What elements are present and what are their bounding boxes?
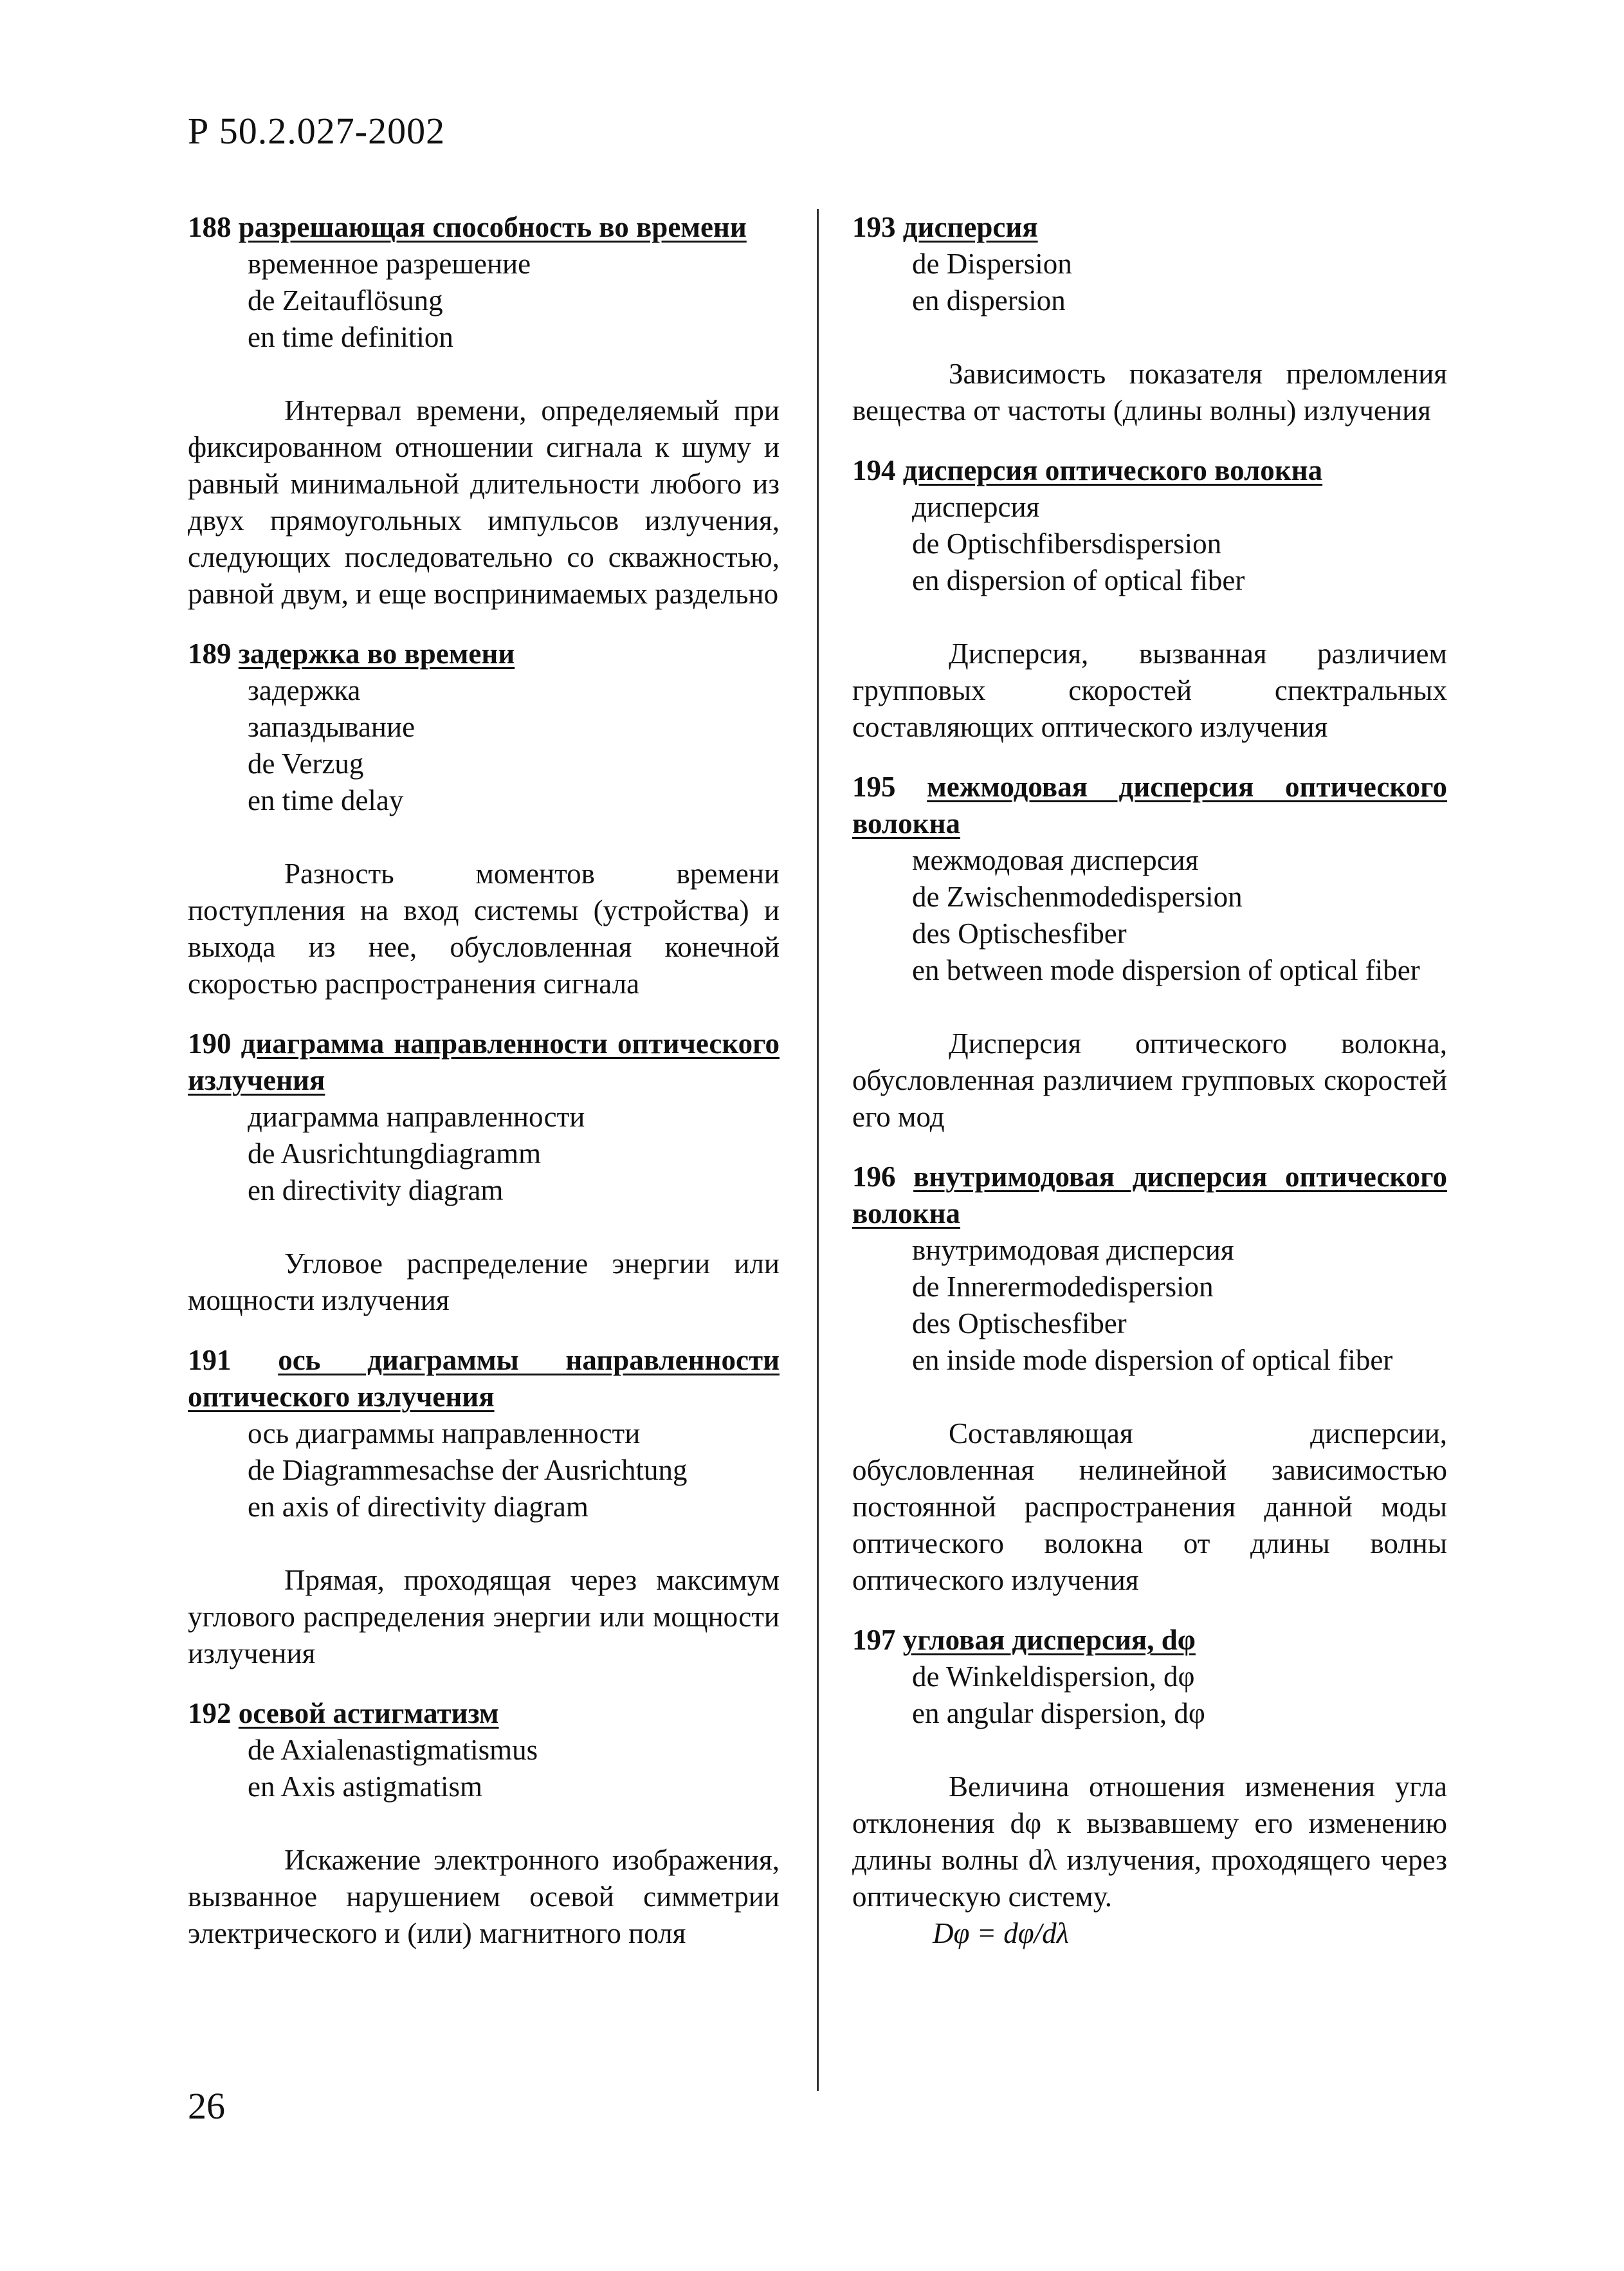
term-entry-197 <box>852 1622 1447 1952</box>
synonym: временное разрешение <box>248 248 531 280</box>
term-number: 196 <box>852 1161 896 1193</box>
term-number: 192 <box>188 1697 232 1729</box>
term-entry-193 <box>852 209 1447 429</box>
term-number: 194 <box>852 454 896 486</box>
page-number: 26 <box>188 2085 225 2127</box>
term-synonyms <box>248 1415 780 1525</box>
synonym-en: en axis of directivity diagram <box>248 1491 588 1523</box>
term-definition: Угловое распределение энергии или мощности излучения <box>188 1247 780 1316</box>
synonym-de: de Zwischenmodedispersion <box>912 881 1243 913</box>
synonym-en: en time delay <box>248 784 404 816</box>
term-title: угловая дисперсия, dφ <box>902 1624 1196 1656</box>
synonym-de: de Innerermodedispersion <box>912 1271 1214 1303</box>
term-title: диаграмма направленности оптического излучения <box>188 1027 780 1096</box>
left-column <box>188 209 780 1975</box>
term-heading <box>852 1622 1447 1659</box>
synonym-en: en dispersion of optical fiber <box>912 564 1245 596</box>
term-synonyms <box>912 489 1447 599</box>
right-column <box>852 209 1447 1975</box>
term-entry-192 <box>188 1695 780 1952</box>
term-title: осевой астигматизм <box>238 1697 499 1729</box>
term-title: дисперсия оптического волокна <box>902 454 1323 486</box>
synonym-de: de Verzug <box>248 748 364 780</box>
term-definition: Зависимость показателя преломления вещества от частоты (длины волны) излучения <box>852 358 1447 427</box>
term-heading <box>852 452 1447 489</box>
synonym: ось диаграммы направленности <box>248 1417 641 1449</box>
term-title: внутримодовая дисперсия оптического волокна <box>852 1161 1447 1229</box>
term-synonyms <box>912 842 1447 989</box>
synonym: запаздывание <box>248 711 415 743</box>
term-synonyms <box>912 1659 1447 1732</box>
synonym-en: en angular dispersion, dφ <box>912 1697 1205 1729</box>
synonym-en: en between mode dispersion of optical fiber <box>912 954 1420 986</box>
synonym-en: en inside mode dispersion of optical fiber <box>912 1344 1393 1376</box>
column-divider <box>817 209 819 2091</box>
term-title: разрешающая способность во времени <box>238 211 747 243</box>
term-entry-189 <box>188 636 780 1002</box>
synonym-en: en time definition <box>248 321 453 353</box>
synonym-en: en dispersion <box>912 284 1066 317</box>
term-number: 189 <box>188 638 232 670</box>
synonym-des: des Optischesfiber <box>912 917 1127 950</box>
synonym-de: de Axialenastigmatismus <box>248 1734 538 1766</box>
term-definition: Разность моментов времени поступления на вход системы (устройства) и выхода из нее, обусловленная конечной скоростью распространения сигнала <box>188 858 780 1000</box>
synonym: диаграмма направленности <box>248 1101 585 1133</box>
synonym-de: de Optischfibersdispersion <box>912 528 1222 560</box>
term-number: 197 <box>852 1624 896 1656</box>
term-heading <box>852 1159 1447 1232</box>
term-synonyms <box>248 672 780 819</box>
synonym: задержка <box>248 674 361 706</box>
synonym-de: de Winkeldispersion, dφ <box>912 1660 1195 1693</box>
term-definition: Искажение электронного изображения, вызванное нарушением осевой симметрии электрического и (или) магнитного поля <box>188 1844 780 1949</box>
term-title: дисперсия <box>902 211 1038 243</box>
term-number: 188 <box>188 211 232 243</box>
term-definition: Интервал времени, определяемый при фиксированном отношении сигнала к шуму и равный минимальной длительности любого из двух прямоугольных импульсов излучения, следующих последовательно со скважностью, равной двум, и еще воспринимаемых раздельно <box>188 394 780 610</box>
synonym: внутримодовая дисперсия <box>912 1234 1234 1266</box>
synonym-en: en Axis astigmatism <box>248 1770 482 1803</box>
term-entry-188 <box>188 209 780 612</box>
term-definition: Величина отношения изменения угла отклонения dφ к вызвавшему его изменению длины волны dλ излучения, проходящего через оптическую систему. <box>852 1770 1447 1913</box>
term-definition: Дисперсия оптического волокна, обусловленная различием групповых скоростей его мод <box>852 1027 1447 1133</box>
synonym: межмодовая дисперсия <box>912 844 1199 876</box>
term-entry-196 <box>852 1159 1447 1599</box>
term-number: 195 <box>852 771 896 803</box>
term-synonyms <box>248 246 780 356</box>
term-title: ось диаграммы направленности оптического излучения <box>188 1344 780 1413</box>
term-entry-190 <box>188 1025 780 1319</box>
term-entry-191 <box>188 1342 780 1672</box>
term-synonyms <box>912 1232 1447 1379</box>
term-heading <box>188 1342 780 1415</box>
synonym: дисперсия <box>912 491 1040 523</box>
synonym-de: de Zeitauflösung <box>248 284 443 317</box>
term-definition: Дисперсия, вызванная различием групповых скоростей спектральных составляющих оптического излучения <box>852 638 1447 743</box>
synonym-des: des Optischesfiber <box>912 1307 1127 1339</box>
term-entry-195 <box>852 769 1447 1136</box>
term-title: межмодовая дисперсия оптического волокна <box>852 771 1447 840</box>
term-heading <box>188 1695 780 1732</box>
term-entry-194 <box>852 452 1447 746</box>
term-synonyms <box>912 246 1447 319</box>
term-number: 190 <box>188 1027 232 1060</box>
synonym-de: de Ausrichtungdiagramm <box>248 1137 542 1170</box>
term-formula: Dφ = dφ/dλ <box>933 1917 1070 1949</box>
synonym-de: de Diagrammesachse der Ausrichtung <box>248 1454 688 1486</box>
term-definition: Составляющая дисперсии, обусловленная нелинейной зависимостью постоянной распространения данной моды оптического волокна от длины волны оптического излучения <box>852 1417 1447 1596</box>
term-heading <box>852 769 1447 842</box>
term-heading <box>188 636 780 672</box>
document-number: Р 50.2.027-2002 <box>188 110 446 152</box>
term-heading <box>852 209 1447 246</box>
term-number: 193 <box>852 211 896 243</box>
term-heading <box>188 1025 780 1099</box>
synonym-de: de Dispersion <box>912 248 1072 280</box>
term-heading <box>188 209 780 246</box>
term-number: 191 <box>188 1344 232 1376</box>
term-definition: Прямая, проходящая через максимум углового распределения энергии или мощности излучения <box>188 1564 780 1669</box>
term-title: задержка во времени <box>238 638 515 670</box>
term-synonyms <box>248 1732 780 1805</box>
synonym-en: en directivity diagram <box>248 1174 504 1206</box>
term-synonyms <box>248 1099 780 1209</box>
